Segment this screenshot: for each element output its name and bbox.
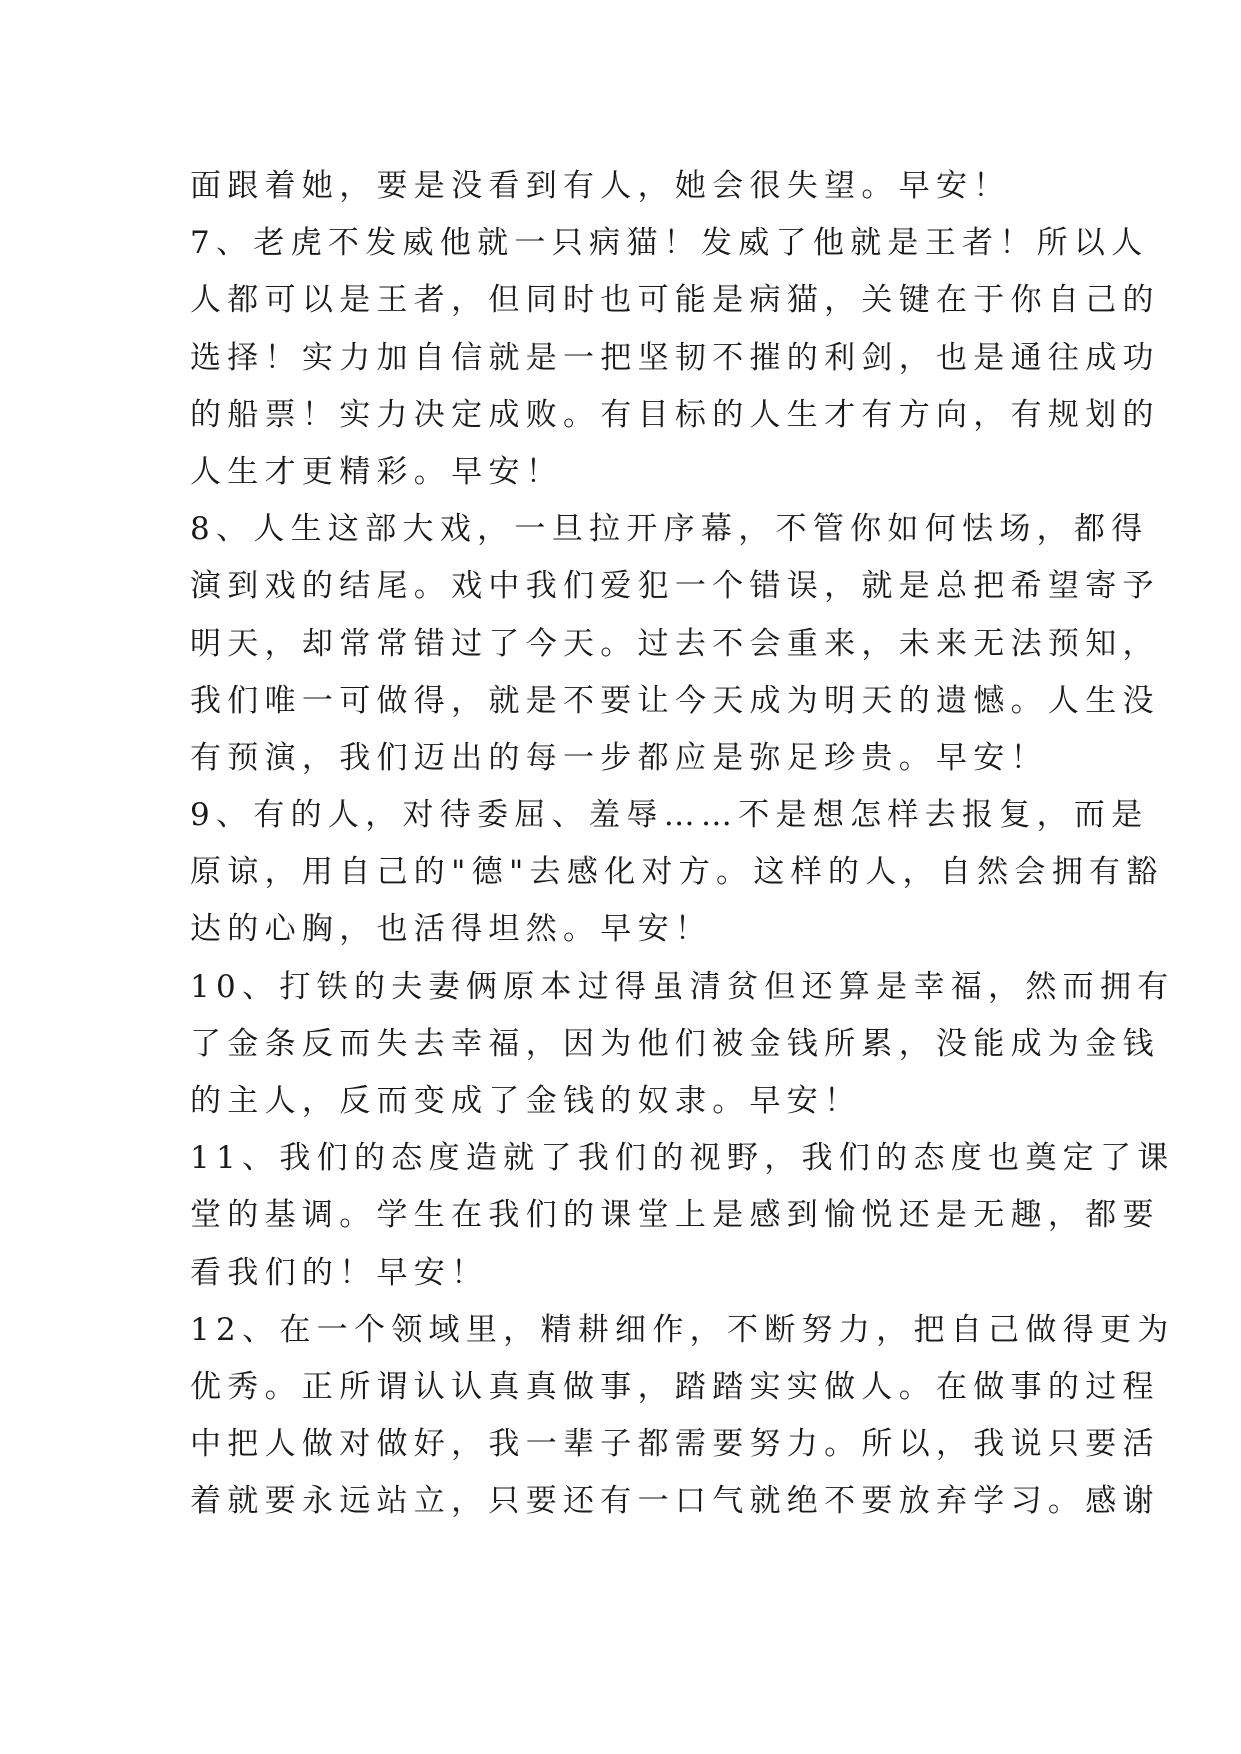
text-line: 中把人做对做好，我一辈子都需要努力。所以，我说只要活: [190, 1426, 1160, 1463]
document-body: [190, 158, 1175, 1531]
text-line: 的船票！实力决定成败。有目标的人生才有方向，有规划的: [190, 396, 1160, 433]
text-line: 面跟着她，要是没看到有人，她会很失望。早安！: [190, 168, 1011, 204]
text-line: 人都可以是王者，但同时也可能是病猫，关键在于你自己的: [190, 282, 1160, 319]
text-line: 7、老虎不发威他就一只病猫！发威了他就是王者！所以人: [190, 225, 1149, 262]
text-line: 明天，却常常错过了今天。过去不会重来，未来无法预知，: [190, 625, 1160, 662]
text-line: 8、人生这部大戏，一旦拉开序幕，不管你如何怯场，都得: [190, 511, 1149, 548]
text-line: 的主人，反而变成了金钱的奴隶。早安！: [190, 1083, 862, 1119]
text-line: 原谅，用自己的"德"去感化对方。这样的人，自然会拥有豁: [190, 854, 1164, 891]
text-line: 有预演，我们迈出的每一步都应是弥足珍贵。早安！: [190, 739, 1048, 776]
text-line: 着就要永远站立，只要还有一口气就绝不要放弃学习。感谢: [190, 1483, 1160, 1520]
text-line: 9、有的人，对待委屈、羞辱……不是想怎样去报复，而是: [190, 797, 1149, 834]
text-line: 11、我们的态度造就了我们的视野，我们的态度也奠定了课: [190, 1140, 1175, 1177]
text-line: 看我们的！早安！: [190, 1254, 489, 1291]
text-line: 优秀。正所谓认认真真做事，踏踏实实做人。在做事的过程: [190, 1368, 1160, 1405]
text-line: 了金条反而失去幸福，因为他们被金钱所累，没能成为金钱: [190, 1025, 1160, 1062]
text-line: 堂的基调。学生在我们的课堂上是感到愉悦还是无趣，都要: [190, 1197, 1160, 1234]
text-line: 演到戏的结尾。戏中我们爱犯一个错误，就是总把希望寄予: [190, 568, 1160, 605]
text-line: 达的心胸，也活得坦然。早安！: [190, 911, 713, 948]
text-line: 10、打铁的夫妻俩原本过得虽清贫但还算是幸福，然而拥有: [190, 968, 1175, 1005]
text-line: 我们唯一可做得，就是不要让今天成为明天的遗憾。人生没: [190, 682, 1160, 719]
text-line: 选择！实力加自信就是一把坚韧不摧的利剑，也是通往成功: [190, 339, 1160, 376]
text-line: 12、在一个领域里，精耕细作，不断努力，把自己做得更为: [190, 1311, 1175, 1348]
text-line: 人生才更精彩。早安！: [190, 453, 563, 490]
